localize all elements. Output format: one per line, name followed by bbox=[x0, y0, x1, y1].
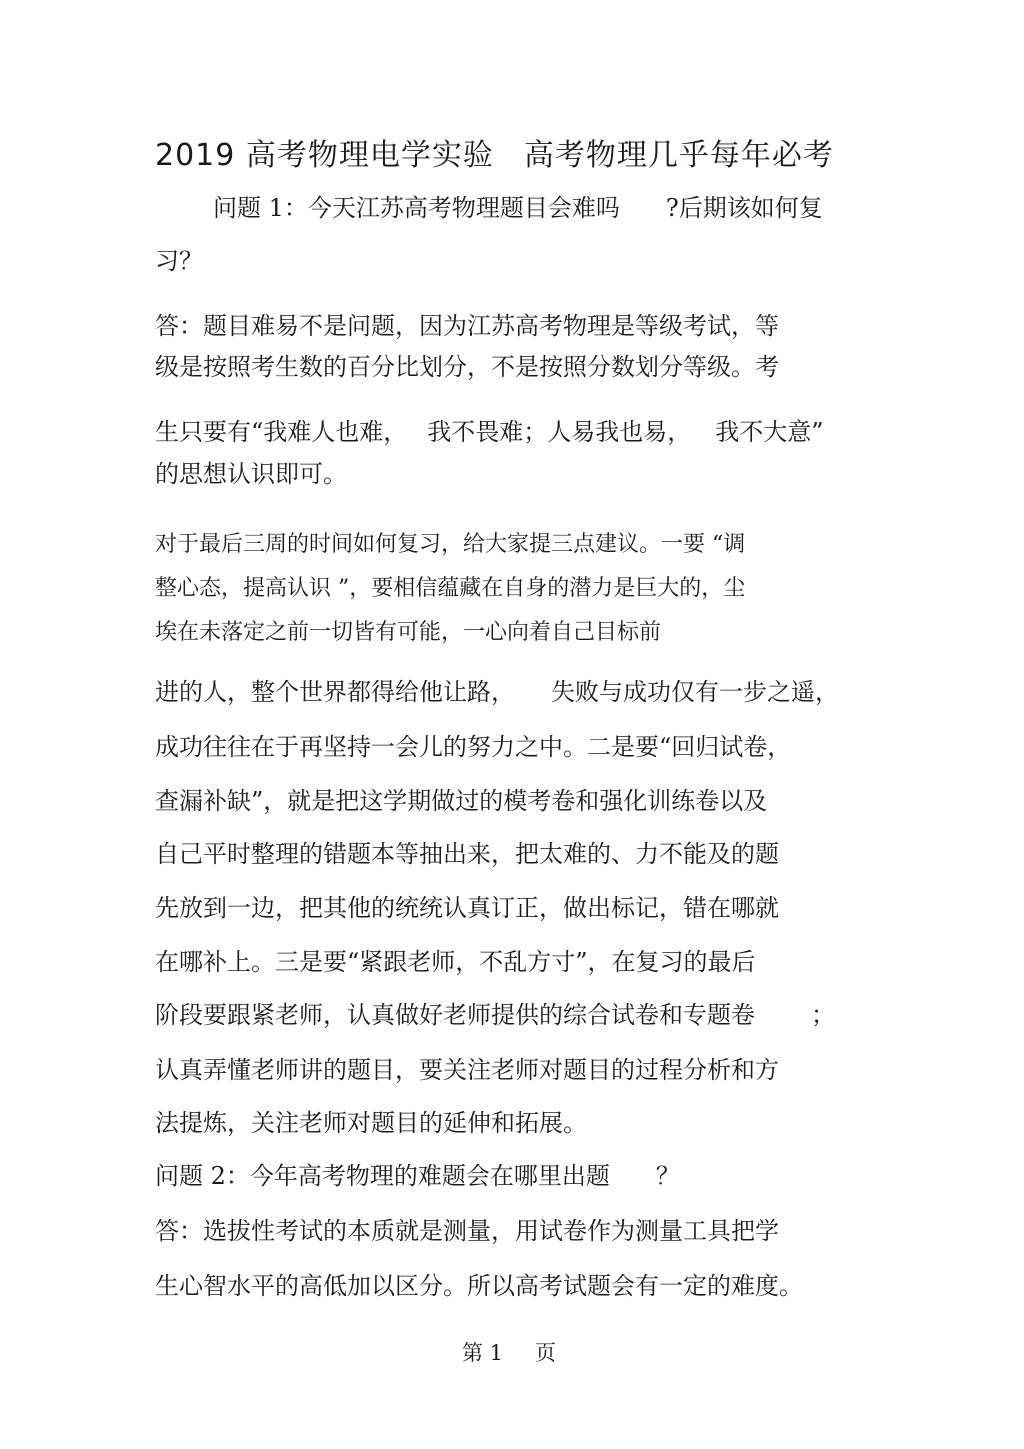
advice-line-10 bbox=[155, 999, 835, 1031]
question-1-text-a: 问题 1：今天江苏高考物理题目会难吗 bbox=[213, 194, 620, 222]
advice-line-9: 在哪补上。三是要“紧跟老师，不乱方寸”，在复习的最后 bbox=[155, 948, 756, 976]
advice-line-2: 整心态，提高认识 ”，要相信蕴藏在自身的潜力是巨大的，尘 bbox=[155, 576, 746, 601]
page-label: 页 bbox=[535, 1341, 557, 1365]
advice-line-4 bbox=[155, 676, 839, 708]
advice-line-4-b: 失败与成功仅有一步之遥， bbox=[551, 678, 839, 706]
advice-line-3: 埃在未落定之前一切皆有可能，一心向着自己目标前 bbox=[155, 620, 662, 645]
answer-1-line-3-c: 我不大意” bbox=[715, 418, 824, 446]
answer-1-line-1: 答：题目难易不是问题，因为江苏高考物理是等级考试，等 bbox=[155, 312, 779, 340]
question-1-line-1 bbox=[213, 192, 823, 224]
answer-1-line-3 bbox=[155, 416, 824, 448]
question-1-line-2: 习？ bbox=[155, 247, 203, 275]
page-footer bbox=[462, 1338, 556, 1368]
advice-line-5: 成功往往在于再坚持一会儿的努力之中。二是要“回归试卷， bbox=[155, 733, 792, 761]
answer-1-line-4: 的思想认识即可。 bbox=[155, 460, 347, 488]
question-2-mark: ？ bbox=[655, 1162, 680, 1190]
title-part-1: 2019 高考物理电学实验 bbox=[155, 138, 494, 173]
title-part-2: 高考物理几乎每年必考 bbox=[523, 138, 834, 173]
answer-2-line-2: 生心智水平的高低加以区分。所以高考试题会有一定的难度。 bbox=[155, 1272, 803, 1300]
page-number: 第 1 bbox=[462, 1341, 504, 1365]
answer-1-line-2: 级是按照考生数的百分比划分，不是按照分数划分等级。考 bbox=[155, 353, 779, 381]
advice-line-10-a: 阶段要跟紧老师，认真做好老师提供的综合试卷和专题卷 bbox=[155, 1001, 755, 1029]
advice-line-1: 对于最后三周的时间如何复习，给大家提三点建议。一要 “调 bbox=[155, 532, 746, 557]
advice-line-6: 查漏补缺”，就是把这学期做过的模考卷和强化训练卷以及 bbox=[155, 787, 768, 815]
advice-line-10-b: ； bbox=[811, 1001, 835, 1029]
answer-1-line-3-b: 我不畏难；人易我也易， bbox=[427, 418, 692, 446]
document-title bbox=[155, 136, 834, 176]
answer-2-line-1: 答：选拔性考试的本质就是测量，用试卷作为测量工具把学 bbox=[155, 1217, 779, 1245]
advice-line-11: 认真弄懂老师讲的题目，要关注老师对题目的过程分析和方 bbox=[155, 1056, 779, 1084]
advice-line-7: 自己平时整理的错题本等抽出来，把太难的、力不能及的题 bbox=[155, 840, 779, 868]
question-1-text-b: ?后期该如何复 bbox=[665, 194, 823, 222]
question-2 bbox=[155, 1160, 680, 1192]
advice-line-8: 先放到一边，把其他的统统认真订正，做出标记，错在哪就 bbox=[155, 894, 779, 922]
advice-line-4-a: 进的人，整个世界都得给他让路， bbox=[155, 678, 515, 706]
advice-line-12: 法提炼，关注老师对题目的延伸和拓展。 bbox=[155, 1109, 587, 1137]
answer-1-line-3-a: 生只要有“我难人也难， bbox=[155, 418, 408, 446]
question-2-text: 问题 2：今年高考物理的难题会在哪里出题 bbox=[155, 1162, 610, 1190]
